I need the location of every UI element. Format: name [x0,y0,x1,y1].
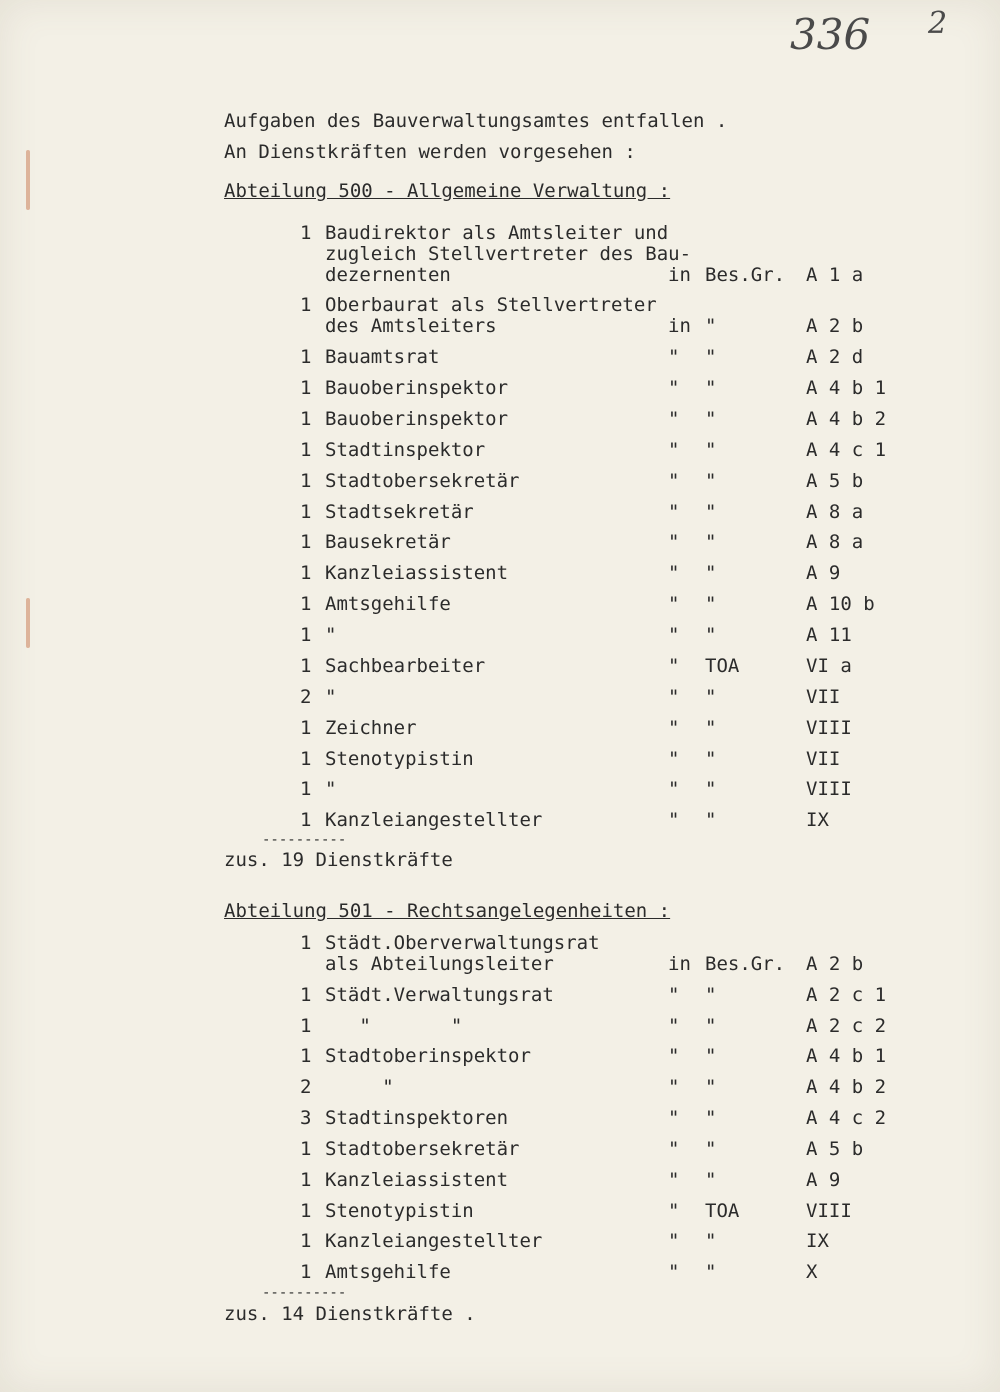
pay-group-type: " [705,346,717,368]
in-marker: " [668,408,680,430]
pay-grade: A 10 b [806,593,875,615]
staff-quantity: 1 [300,655,312,677]
pay-group-type: " [705,1169,717,1191]
pay-group-type: " [705,809,717,831]
total-separator: ---------- [262,1285,347,1301]
pay-grade: A 9 [806,1169,841,1191]
in-marker: " [668,562,680,584]
section-total: zus. 19 Dienstkräfte [224,849,453,871]
in-marker: " [668,1076,680,1098]
staff-title: Städt.Verwaltungsrat [325,984,554,1006]
pay-grade: A 4 c 1 [806,439,887,461]
staff-title: als Abteilungsleiter [325,953,554,975]
in-marker: " [668,439,680,461]
in-marker: " [668,1200,680,1222]
pay-grade: A 2 b [806,315,864,337]
pay-group-type: " [705,408,717,430]
staff-quantity: 3 [300,1107,312,1129]
staff-quantity: 1 [300,377,312,399]
in-marker: " [668,470,680,492]
in-marker: " [668,655,680,677]
staff-title: Amtsgehilfe [325,593,451,615]
in-marker: " [668,1045,680,1067]
staff-title: Kanzleiangestellter [325,809,543,831]
in-marker: " [668,346,680,368]
staff-title: zugleich Stellvertreter des Bau- [325,243,692,265]
in-marker: " [668,1107,680,1129]
staff-title: " [325,778,337,800]
pay-group-type: Bes.Gr. [705,264,786,286]
in-marker: " [668,593,680,615]
pay-group-type: " [705,470,717,492]
staff-quantity: 1 [300,1015,312,1037]
pay-grade: IX [806,809,829,831]
pay-grade: A 2 b [806,953,864,975]
in-marker: " [668,501,680,523]
staff-quantity: 1 [300,222,312,244]
staff-quantity: 1 [300,624,312,646]
staff-quantity: 1 [300,501,312,523]
in-marker: in [668,264,691,286]
section-total: zus. 14 Dienstkräfte . [224,1303,476,1325]
pay-group-type: " [705,1138,717,1160]
in-marker: " [668,377,680,399]
staff-title: Bausekretär [325,531,451,553]
pay-group-type: TOA [705,1200,740,1222]
pay-grade: A 11 [806,624,852,646]
pay-grade: A 8 a [806,501,864,523]
in-marker: " [668,1230,680,1252]
pay-grade: A 4 b 2 [806,408,887,430]
pay-group-type: TOA [705,655,740,677]
pay-grade: A 4 c 2 [806,1107,887,1129]
pay-group-type: " [705,748,717,770]
staff-quantity: 2 [300,1076,312,1098]
staff-quantity: 2 [300,686,312,708]
in-marker: " [668,778,680,800]
pay-group-type: " [705,1045,717,1067]
staff-title: " [325,686,337,708]
corner-mark-annotation: 2 [928,6,948,41]
pay-group-type: " [705,984,717,1006]
page-number-annotation: 336 [790,10,871,59]
pay-grade: A 1 a [806,264,864,286]
staff-title: Stadtsekretär [325,501,474,523]
staff-title: Stadtoberinspektor [325,1045,531,1067]
pay-group-type: " [705,1107,717,1129]
pay-group-type: " [705,593,717,615]
staff-title: Kanzleiassistent [325,562,509,584]
total-separator: ---------- [262,832,347,848]
staff-quantity: 1 [300,984,312,1006]
pay-group-type: " [705,501,717,523]
in-marker: in [668,315,691,337]
staff-title: dezernenten [325,264,451,286]
pay-grade: VIII [806,1200,852,1222]
in-marker: " [668,1169,680,1191]
staff-title: Sachbearbeiter [325,655,486,677]
pay-group-type: " [705,686,717,708]
pay-grade: A 4 b 1 [806,377,887,399]
staff-title: " " [325,1015,463,1037]
staff-title: Bauoberinspektor [325,377,509,399]
staff-quantity: 1 [300,1169,312,1191]
pay-group-type: " [705,315,717,337]
staff-title: Stadtinspektor [325,439,486,461]
pay-group-type: " [705,1261,717,1283]
staff-title: Stenotypistin [325,1200,474,1222]
in-marker: " [668,1015,680,1037]
staff-title: Amtsgehilfe [325,1261,451,1283]
in-marker: " [668,748,680,770]
in-marker: " [668,1261,680,1283]
staff-quantity: 1 [300,1045,312,1067]
pay-grade: A 9 [806,562,841,584]
staff-title: " [325,624,337,646]
intro-line-1: Aufgaben des Bauverwaltungsamtes entfallen . [224,110,728,132]
pay-grade: VII [806,686,841,708]
in-marker: " [668,624,680,646]
staff-title: Zeichner [325,717,417,739]
pay-group-type: " [705,1015,717,1037]
punch-hole-mark [26,150,30,210]
staff-title: des Amtsleiters [325,315,497,337]
pay-grade: A 2 c 2 [806,1015,887,1037]
staff-quantity: 1 [300,932,312,954]
in-marker: in [668,953,691,975]
staff-title: Bauamtsrat [325,346,440,368]
pay-grade: A 5 b [806,470,864,492]
staff-quantity: 1 [300,1200,312,1222]
pay-group-type: " [705,562,717,584]
section-heading: Abteilung 501 - Rechtsangelegenheiten : [224,900,671,922]
staff-quantity: 1 [300,439,312,461]
in-marker: " [668,531,680,553]
pay-grade: A 4 b 1 [806,1045,887,1067]
staff-quantity: 1 [300,748,312,770]
pay-group-type: " [705,717,717,739]
staff-quantity: 1 [300,531,312,553]
staff-quantity: 1 [300,717,312,739]
pay-grade: VIII [806,778,852,800]
staff-quantity: 1 [300,778,312,800]
pay-grade: VIII [806,717,852,739]
staff-quantity: 1 [300,593,312,615]
pay-grade: A 2 c 1 [806,984,887,1006]
pay-group-type: " [705,1076,717,1098]
staff-quantity: 1 [300,408,312,430]
pay-grade: VII [806,748,841,770]
in-marker: " [668,686,680,708]
pay-grade: A 4 b 2 [806,1076,887,1098]
staff-title: Kanzleiassistent [325,1169,509,1191]
staff-title: Stadtinspektoren [325,1107,509,1129]
staff-quantity: 1 [300,1230,312,1252]
in-marker: " [668,809,680,831]
pay-grade: IX [806,1230,829,1252]
staff-quantity: 1 [300,1261,312,1283]
pay-grade: A 5 b [806,1138,864,1160]
punch-hole-mark [26,598,30,648]
in-marker: " [668,984,680,1006]
pay-group-type: " [705,531,717,553]
pay-group-type: Bes.Gr. [705,953,786,975]
staff-title: Stadtobersekretär [325,470,520,492]
staff-quantity: 1 [300,346,312,368]
staff-title: Stadtobersekretär [325,1138,520,1160]
staff-quantity: 1 [300,470,312,492]
staff-title: Bauoberinspektor [325,408,509,430]
intro-line-2: An Dienstkräften werden vorgesehen : [224,141,636,163]
staff-title: Stenotypistin [325,748,474,770]
staff-quantity: 1 [300,562,312,584]
staff-quantity: 1 [300,294,312,316]
pay-group-type: " [705,439,717,461]
staff-title: Kanzleiangestellter [325,1230,543,1252]
pay-grade: VI a [806,655,852,677]
in-marker: " [668,1138,680,1160]
staff-title: Städt.Oberverwaltungsrat [325,932,600,954]
staff-quantity: 1 [300,1138,312,1160]
pay-group-type: " [705,624,717,646]
pay-group-type: " [705,1230,717,1252]
pay-grade: A 8 a [806,531,864,553]
staff-quantity: 1 [300,809,312,831]
pay-grade: X [806,1261,818,1283]
pay-group-type: " [705,778,717,800]
staff-title: Baudirektor als Amtsleiter und [325,222,669,244]
staff-title: Oberbaurat als Stellvertreter [325,294,657,316]
pay-group-type: " [705,377,717,399]
staff-title: " [325,1076,394,1098]
in-marker: " [668,717,680,739]
pay-grade: A 2 d [806,346,864,368]
section-heading: Abteilung 500 - Allgemeine Verwaltung : [224,180,671,202]
